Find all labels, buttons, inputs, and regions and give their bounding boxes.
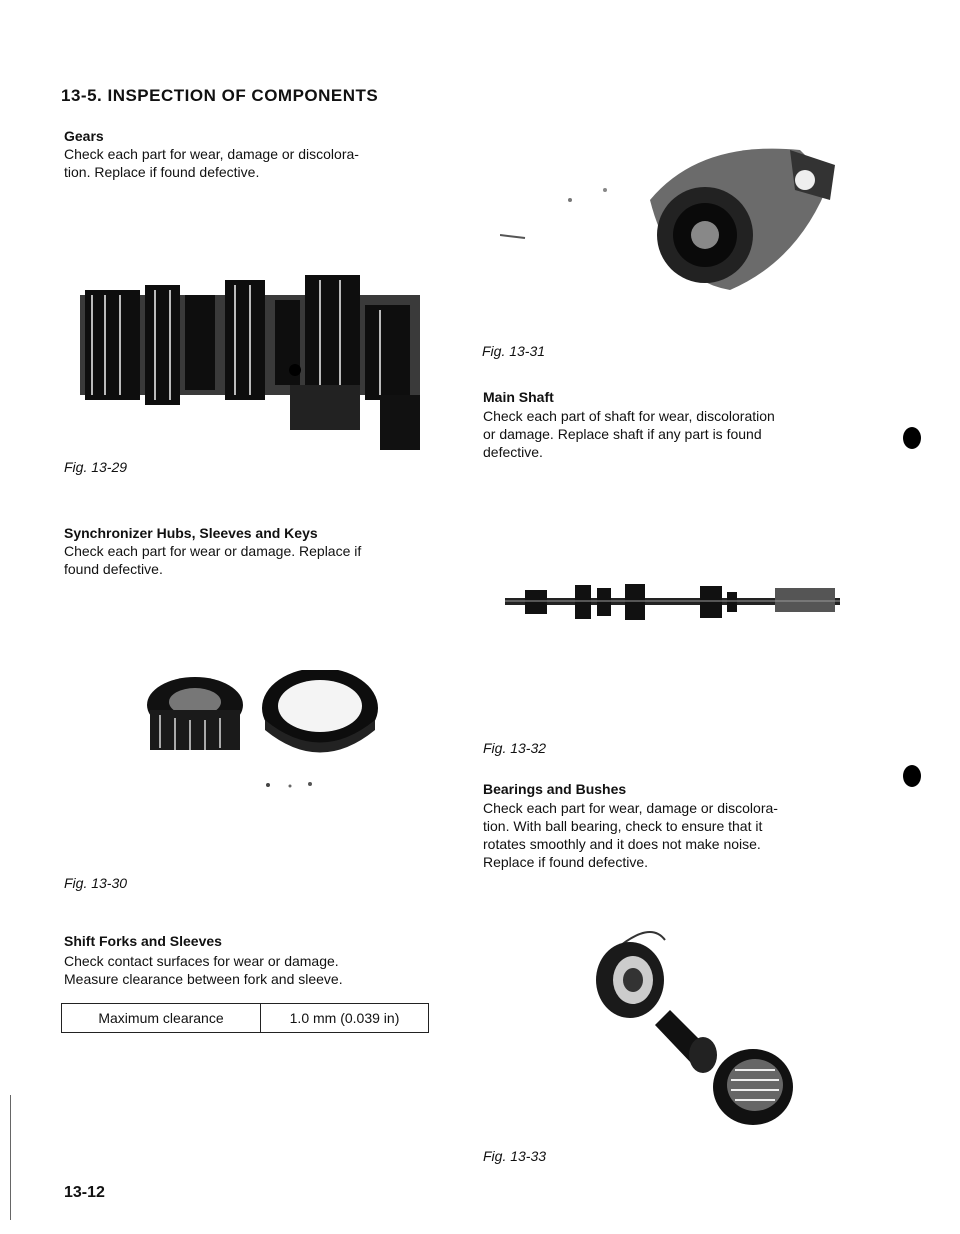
gears-text: [64, 145, 359, 181]
fig-13-29-caption: Fig. 13-29: [64, 459, 128, 475]
mainshaft-text-line: defective.: [483, 444, 543, 460]
mainshaft-heading: Main Shaft: [483, 389, 554, 405]
main-shaft-photo: [505, 580, 845, 625]
forks-heading: Shift Forks and Sleeves: [64, 933, 222, 949]
fig-13-32-caption: Fig. 13-32: [483, 740, 547, 756]
binding-hole: [903, 427, 921, 449]
gear-cluster-photo: [80, 275, 440, 455]
fig-13-31-caption: Fig. 13-31: [482, 343, 546, 359]
fig-13-33-caption: Fig. 13-33: [483, 1148, 547, 1164]
bearings-bushes-photo: [585, 925, 805, 1130]
sync-text: [64, 542, 361, 578]
gears-heading: Gears: [64, 128, 104, 144]
bearings-text: [483, 799, 778, 871]
mainshaft-text: [483, 407, 775, 461]
forks-text-line: Measure clearance between fork and sleeve.: [64, 971, 343, 987]
bearings-heading: Bearings and Bushes: [483, 781, 627, 797]
sync-text-line: found defective.: [64, 561, 163, 577]
forks-text-line: Check contact surfaces for wear or damage.: [64, 953, 339, 969]
forks-text: [64, 952, 343, 988]
gears-text-line: Check each part for wear, damage or discolora-: [64, 146, 359, 162]
spec-label-cell: Maximum clearance: [62, 1004, 261, 1033]
bearings-text-line: tion. With ball bearing, check to ensure that it: [483, 818, 763, 834]
fig-13-30-caption: Fig. 13-30: [64, 875, 128, 891]
synchronizer-hub-sleeve-photo: [140, 670, 390, 800]
spec-value-cell: 1.0 mm (0.039 in): [261, 1004, 429, 1033]
mainshaft-text-line: or damage. Replace shaft if any part is found: [483, 426, 762, 442]
gear-assembly-photo: [500, 140, 840, 310]
clearance-spec-table: [61, 1003, 429, 1033]
sync-heading: Synchronizer Hubs, Sleeves and Keys: [64, 525, 318, 541]
page-number: 13-12: [64, 1184, 105, 1201]
sync-text-line: Check each part for wear or damage. Replace if: [64, 543, 362, 559]
bearings-text-line: rotates smoothly and it does not make noise.: [483, 836, 761, 852]
table-row: [62, 1004, 429, 1033]
mainshaft-text-line: Check each part of shaft for wear, discoloration: [483, 408, 775, 424]
margin-rule: [10, 1095, 11, 1220]
bearings-text-line: Check each part for wear, damage or discolora-: [483, 800, 778, 816]
bearings-text-line: Replace if found defective.: [483, 854, 648, 870]
gears-text-line: tion. Replace if found defective.: [64, 164, 260, 180]
binding-hole: [903, 765, 921, 787]
section-title: 13-5. INSPECTION OF COMPONENTS: [61, 86, 379, 105]
